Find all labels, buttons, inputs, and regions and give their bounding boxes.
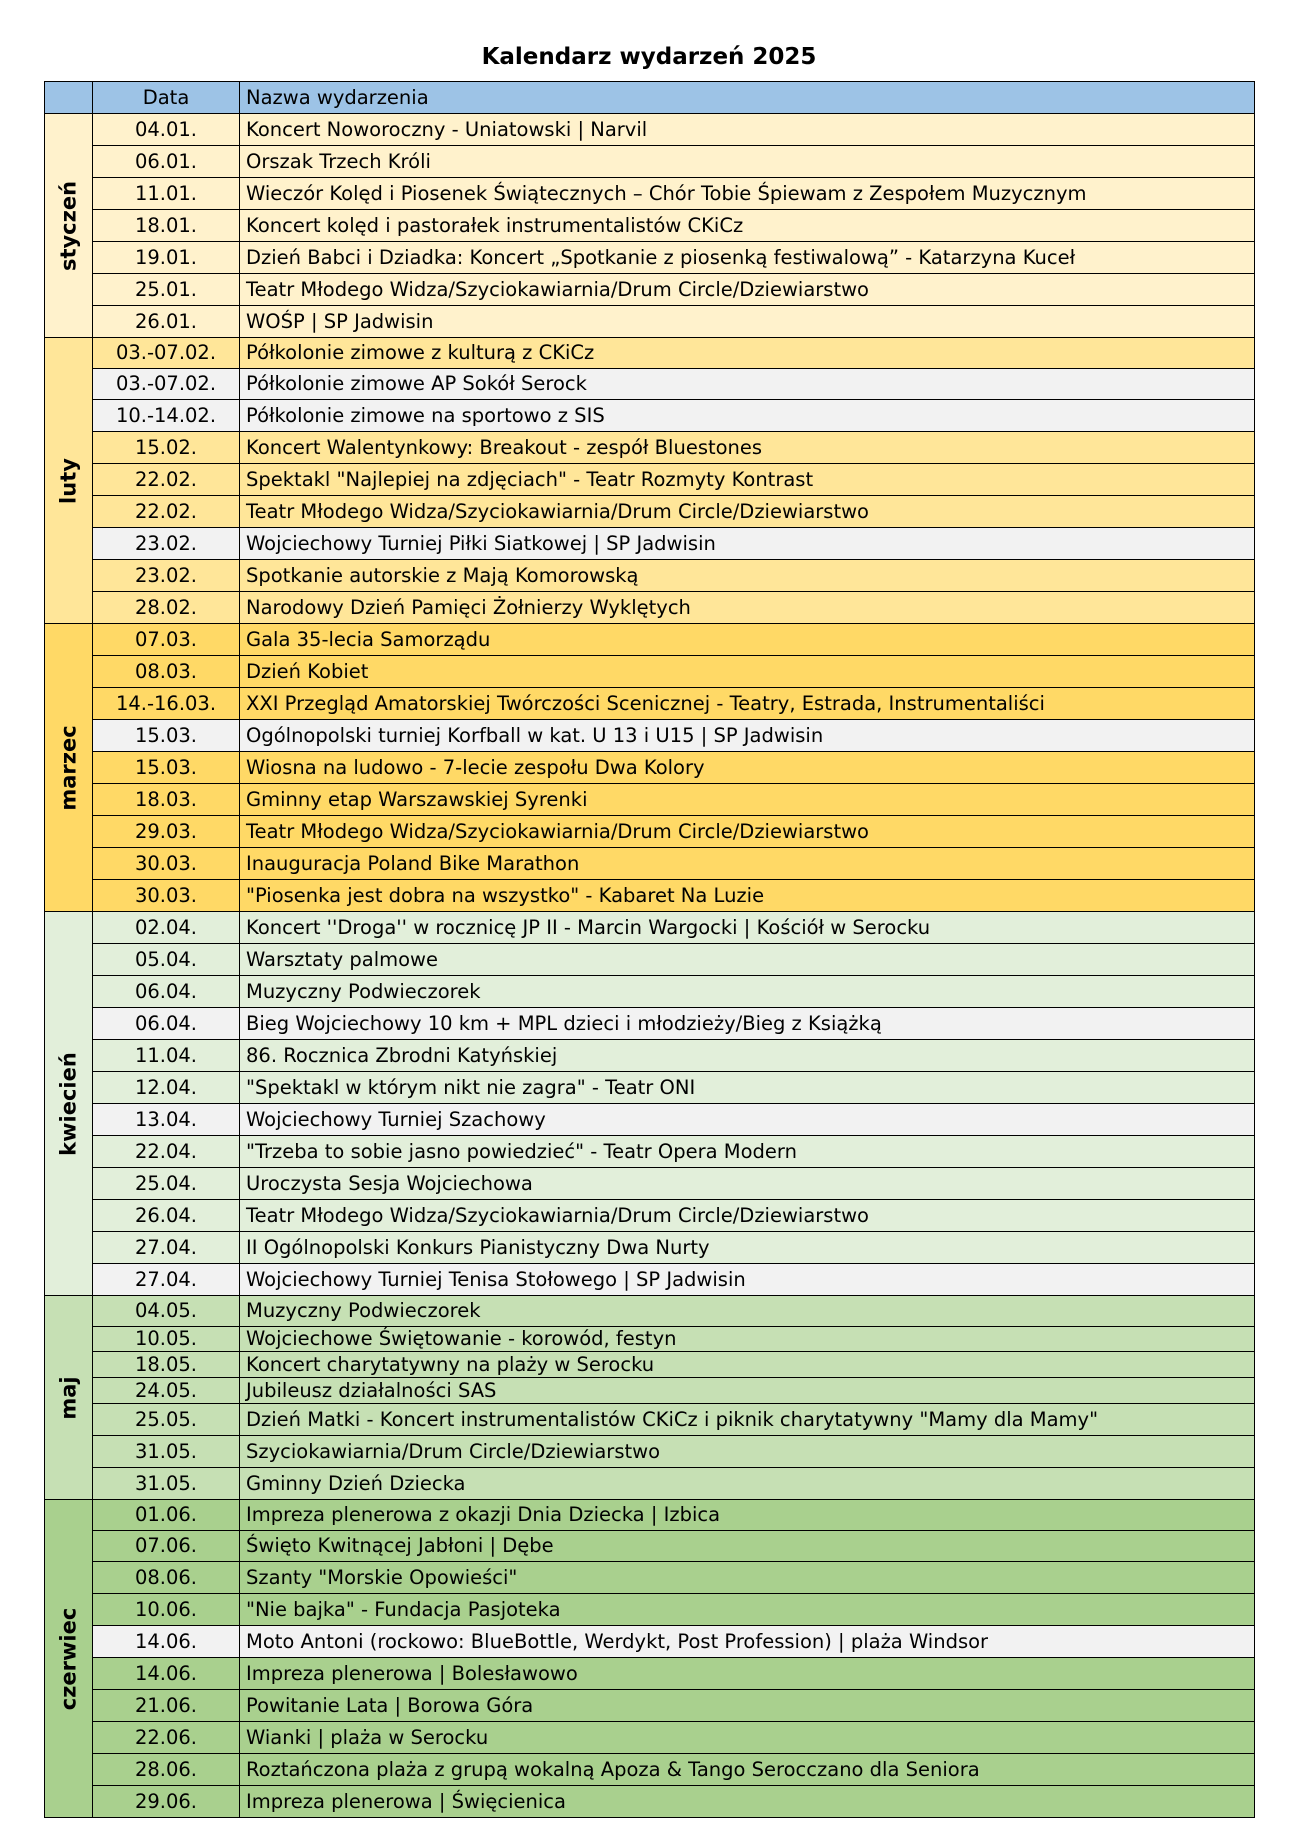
event-name: Półkolonie zimowe z kulturą z CKiCz — [240, 338, 1255, 369]
event-name: Koncert ''Droga'' w rocznicę JP II - Marcin Wargocki | Kościół w Serocku — [240, 912, 1255, 944]
event-date: 08.03. — [93, 656, 240, 688]
month-cell — [45, 624, 93, 912]
event-date: 18.05. — [93, 1352, 240, 1378]
header-date: Data — [93, 82, 240, 114]
month-cell — [45, 1500, 93, 1818]
event-name: "Trzeba to sobie jasno powiedzieć" - Teatr Opera Modern — [240, 1136, 1255, 1168]
event-name: Gala 35-lecia Samorządu — [240, 624, 1255, 656]
table-row — [45, 848, 1255, 880]
table-row — [45, 1436, 1255, 1468]
table-row — [45, 306, 1255, 338]
event-date: 05.04. — [93, 944, 240, 976]
event-name: Koncert Walentynkowy: Breakout - zespół Bluestones — [240, 432, 1255, 464]
event-name: Spotkanie autorskie z Mają Komorowską — [240, 560, 1255, 592]
event-name: Wianki | plaża w Serocku — [240, 1722, 1255, 1754]
table-row — [45, 1531, 1255, 1562]
table-row — [45, 592, 1255, 624]
month-label: marzec — [56, 724, 80, 811]
event-date: 30.03. — [93, 880, 240, 912]
table-row — [45, 1296, 1255, 1327]
event-date: 11.01. — [93, 178, 240, 210]
event-date: 21.06. — [93, 1690, 240, 1722]
table-row — [45, 1136, 1255, 1168]
table-row — [45, 210, 1255, 242]
event-name: "Piosenka jest dobra na wszystko" - Kabaret Na Luzie — [240, 880, 1255, 912]
table-row — [45, 1264, 1255, 1296]
table-row — [45, 528, 1255, 560]
table-row — [45, 1232, 1255, 1264]
event-name: Koncert Noworoczny - Uniatowski | Narvil — [240, 114, 1255, 146]
event-date: 30.03. — [93, 848, 240, 880]
event-date: 26.01. — [93, 306, 240, 338]
event-name: Teatr Młodego Widza/Szyciokawiarnia/Drum Circle/Dziewiarstwo — [240, 816, 1255, 848]
table-row — [45, 784, 1255, 816]
table-row — [45, 1626, 1255, 1658]
table-row — [45, 146, 1255, 178]
event-name: Impreza plenerowa | Święcienica — [240, 1786, 1255, 1818]
event-name: Teatr Młodego Widza/Szyciokawiarnia/Drum Circle/Dziewiarstwo — [240, 1200, 1255, 1232]
month-cell — [45, 114, 93, 338]
month-label: kwiecień — [56, 1051, 80, 1156]
event-name: Dzień Matki - Koncert instrumentalistów CKiCz i piknik charytatywny "Mamy dla Mamy" — [240, 1404, 1255, 1436]
event-name: Uroczysta Sesja Wojciechowa — [240, 1168, 1255, 1200]
event-date: 15.02. — [93, 432, 240, 464]
event-date: 08.06. — [93, 1562, 240, 1594]
table-row — [45, 1168, 1255, 1200]
table-row — [45, 880, 1255, 912]
table-row — [45, 1008, 1255, 1040]
event-name: Narodowy Dzień Pamięci Żołnierzy Wyklętych — [240, 592, 1255, 624]
table-row — [45, 1200, 1255, 1232]
event-date: 07.03. — [93, 624, 240, 656]
event-name: Teatr Młodego Widza/Szyciokawiarnia/Drum Circle/Dziewiarstwo — [240, 274, 1255, 306]
table-row — [45, 1754, 1255, 1786]
table-row — [45, 1658, 1255, 1690]
event-date: 14.06. — [93, 1658, 240, 1690]
document-title: Kalendarz wydarzeń 2025 — [481, 44, 817, 70]
event-date: 25.04. — [93, 1168, 240, 1200]
event-name: Koncert charytatywny na plaży w Serocku — [240, 1352, 1255, 1378]
event-name: Dzień Babci i Dziadka: Koncert „Spotkanie z piosenką festiwalową” - Katarzyna Kuceł — [240, 242, 1255, 274]
event-name: 86. Rocznica Zbrodni Katyńskiej — [240, 1040, 1255, 1072]
month-cell — [45, 338, 93, 624]
event-name: Muzyczny Podwieczorek — [240, 976, 1255, 1008]
event-name: Bieg Wojciechowy 10 km + MPL dzieci i młodzieży/Bieg z Książką — [240, 1008, 1255, 1040]
table-row — [45, 720, 1255, 752]
event-date: 06.04. — [93, 976, 240, 1008]
table-row — [45, 656, 1255, 688]
event-name: Ogólnopolski turniej Korfball w kat. U 13 i U15 | SP Jadwisin — [240, 720, 1255, 752]
event-date: 31.05. — [93, 1436, 240, 1468]
table-row — [45, 242, 1255, 274]
month-label: styczeń — [56, 180, 80, 271]
table-row — [45, 1404, 1255, 1436]
header-month-cell — [45, 82, 93, 114]
event-name: Roztańczona plaża z grupą wokalną Apoza & Tango Serocczano dla Seniora — [240, 1754, 1255, 1786]
event-name: Święto Kwitnącej Jabłoni | Dębe — [240, 1531, 1255, 1562]
table-row — [45, 1378, 1255, 1404]
event-name: Koncert kolęd i pastorałek instrumentalistów CKiCz — [240, 210, 1255, 242]
month-cell — [45, 1296, 93, 1500]
event-name: Wojciechowy Turniej Tenisa Stołowego | SP Jadwisin — [240, 1264, 1255, 1296]
event-date: 12.04. — [93, 1072, 240, 1104]
event-date: 23.02. — [93, 560, 240, 592]
event-date: 22.04. — [93, 1136, 240, 1168]
events-table — [44, 81, 1255, 1818]
table-row — [45, 1500, 1255, 1531]
event-name: Teatr Młodego Widza/Szyciokawiarnia/Drum Circle/Dziewiarstwo — [240, 496, 1255, 528]
table-row — [45, 816, 1255, 848]
event-name: Półkolonie zimowe na sportowo z SIS — [240, 400, 1255, 432]
month-cell — [45, 912, 93, 1296]
event-name: Wiosna na ludowo - 7-lecie zespołu Dwa Kolory — [240, 752, 1255, 784]
table-row — [45, 338, 1255, 369]
event-date: 26.04. — [93, 1200, 240, 1232]
event-name: Wieczór Kolęd i Piosenek Świątecznych – Chór Tobie Śpiewam z Zespołem Muzycznym — [240, 178, 1255, 210]
event-date: 28.06. — [93, 1754, 240, 1786]
event-date: 04.05. — [93, 1296, 240, 1327]
event-date: 10.-14.02. — [93, 400, 240, 432]
event-name: "Spektakl w którym nikt nie zagra" - Teatr ONI — [240, 1072, 1255, 1104]
table-row — [45, 1690, 1255, 1722]
table-row — [45, 976, 1255, 1008]
table-row — [45, 1040, 1255, 1072]
event-date: 03.-07.02. — [93, 369, 240, 400]
header-event-name: Nazwa wydarzenia — [240, 82, 1255, 114]
event-date: 13.04. — [93, 1104, 240, 1136]
table-row — [45, 464, 1255, 496]
event-name: Impreza plenerowa z okazji Dnia Dziecka | Izbica — [240, 1500, 1255, 1531]
event-name: Muzyczny Podwieczorek — [240, 1296, 1255, 1327]
event-name: II Ogólnopolski Konkurs Pianistyczny Dwa Nurty — [240, 1232, 1255, 1264]
event-date: 14.-16.03. — [93, 688, 240, 720]
event-name: Szanty "Morskie Opowieści" — [240, 1562, 1255, 1594]
table-row — [45, 1327, 1255, 1352]
event-date: 03.-07.02. — [93, 338, 240, 369]
table-row — [45, 274, 1255, 306]
table-row — [45, 1468, 1255, 1500]
event-date: 15.03. — [93, 720, 240, 752]
event-date: 24.05. — [93, 1378, 240, 1404]
event-date: 23.02. — [93, 528, 240, 560]
event-name: Powitanie Lata | Borowa Góra — [240, 1690, 1255, 1722]
event-date: 07.06. — [93, 1531, 240, 1562]
table-row — [45, 114, 1255, 146]
table-row — [45, 1104, 1255, 1136]
table-row — [45, 1722, 1255, 1754]
event-date: 27.04. — [93, 1264, 240, 1296]
event-name: Spektakl "Najlepiej na zdjęciach" - Teatr Rozmyty Kontrast — [240, 464, 1255, 496]
event-date: 06.04. — [93, 1008, 240, 1040]
event-date: 27.04. — [93, 1232, 240, 1264]
event-date: 29.03. — [93, 816, 240, 848]
event-name: Półkolonie zimowe AP Sokół Serock — [240, 369, 1255, 400]
event-name: Jubileusz działalności SAS — [240, 1378, 1255, 1404]
event-date: 19.01. — [93, 242, 240, 274]
month-label: maj — [56, 1375, 80, 1420]
table-row — [45, 1562, 1255, 1594]
event-name: Wojciechowy Turniej Szachowy — [240, 1104, 1255, 1136]
table-row — [45, 496, 1255, 528]
table-row — [45, 1072, 1255, 1104]
event-date: 18.01. — [93, 210, 240, 242]
event-name: Wojciechowy Turniej Piłki Siatkowej | SP Jadwisin — [240, 528, 1255, 560]
event-date: 01.06. — [93, 1500, 240, 1531]
table-row — [45, 624, 1255, 656]
event-date: 11.04. — [93, 1040, 240, 1072]
table-row — [45, 1786, 1255, 1818]
event-name: XXI Przegląd Amatorskiej Twórczości Scenicznej - Teatry, Estrada, Instrumentaliści — [240, 688, 1255, 720]
event-date: 25.01. — [93, 274, 240, 306]
table-row — [45, 178, 1255, 210]
event-date: 22.02. — [93, 496, 240, 528]
event-name: Moto Antoni (rockowo: BlueBottle, Werdykt, Post Profession) | plaża Windsor — [240, 1626, 1255, 1658]
table-row — [45, 912, 1255, 944]
event-date: 25.05. — [93, 1404, 240, 1436]
event-name: Dzień Kobiet — [240, 656, 1255, 688]
event-date: 22.02. — [93, 464, 240, 496]
event-name: Inauguracja Poland Bike Marathon — [240, 848, 1255, 880]
table-row — [45, 688, 1255, 720]
table-row — [45, 752, 1255, 784]
event-name: Szyciokawiarnia/Drum Circle/Dziewiarstwo — [240, 1436, 1255, 1468]
event-name: Warsztaty palmowe — [240, 944, 1255, 976]
event-date: 02.04. — [93, 912, 240, 944]
month-label: czerwiec — [56, 1607, 80, 1710]
table-row — [45, 1352, 1255, 1378]
month-label: luty — [56, 457, 80, 504]
table-row — [45, 369, 1255, 400]
event-date: 14.06. — [93, 1626, 240, 1658]
event-date: 22.06. — [93, 1722, 240, 1754]
event-date: 10.05. — [93, 1327, 240, 1352]
event-date: 28.02. — [93, 592, 240, 624]
header-row — [45, 82, 1255, 114]
table-row — [45, 1594, 1255, 1626]
event-name: Impreza plenerowa | Bolesławowo — [240, 1658, 1255, 1690]
table-row — [45, 432, 1255, 464]
event-date: 18.03. — [93, 784, 240, 816]
event-name: Orszak Trzech Króli — [240, 146, 1255, 178]
event-name: Gminny Dzień Dziecka — [240, 1468, 1255, 1500]
event-name: WOŚP | SP Jadwisin — [240, 306, 1255, 338]
table-row — [45, 944, 1255, 976]
event-name: "Nie bajka" - Fundacja Pasjoteka — [240, 1594, 1255, 1626]
event-date: 06.01. — [93, 146, 240, 178]
event-name: Gminny etap Warszawskiej Syrenki — [240, 784, 1255, 816]
event-date: 15.03. — [93, 752, 240, 784]
events-body — [45, 114, 1255, 1818]
event-date: 29.06. — [93, 1786, 240, 1818]
event-date: 31.05. — [93, 1468, 240, 1500]
event-name: Wojciechowe Świętowanie - korowód, festyn — [240, 1327, 1255, 1352]
event-date: 04.01. — [93, 114, 240, 146]
table-row — [45, 560, 1255, 592]
table-row — [45, 400, 1255, 432]
event-date: 10.06. — [93, 1594, 240, 1626]
